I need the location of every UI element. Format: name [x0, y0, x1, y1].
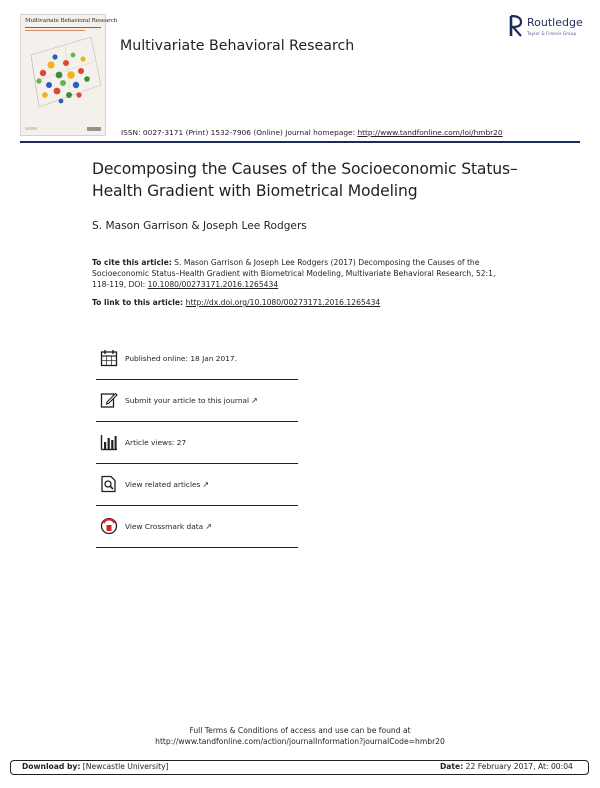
download-date-value: 22 February 2017, At: 00:04	[463, 762, 573, 771]
issn-text: ISSN: 0027-3171 (Print) 1532-7906 (Online) Journal homepage:	[121, 128, 358, 137]
article-views: Article views: 27	[125, 438, 187, 447]
related-articles-label[interactable]: View related articles	[125, 480, 201, 489]
citation-label: To cite this article:	[92, 258, 172, 267]
external-link-icon: ↗	[202, 480, 210, 489]
downloaded-by-label: Download by:	[22, 762, 81, 771]
related-articles-link[interactable]	[125, 480, 209, 489]
terms-note	[0, 725, 600, 747]
crossmark-icon	[100, 517, 118, 535]
article-doi-url[interactable]: http://dx.doi.org/10.1080/00273171.2016.1265434	[185, 298, 381, 307]
terms-line-1: Full Terms & Conditions of access and use can be found at	[189, 726, 411, 735]
terms-url[interactable]: http://www.tandfonline.com/action/journalInformation?journalCode=hmbr20	[155, 737, 445, 746]
publisher-tagline: Taylor & Francis Group	[527, 31, 577, 36]
crossmark-label[interactable]: View Crossmark data	[125, 522, 204, 531]
article-authors: S. Mason Garrison & Joseph Lee Rodgers	[92, 220, 307, 232]
journal-title: Multivariate Behavioral Research	[120, 38, 355, 54]
cover-journal-name: Multivariate Behavioral Research	[25, 18, 118, 24]
related-row[interactable]	[96, 464, 298, 506]
crossmark-row[interactable]	[96, 506, 298, 548]
published-row	[96, 338, 298, 380]
issn-line	[121, 128, 503, 137]
citation-block	[92, 257, 512, 290]
download-date-label: Date:	[440, 762, 464, 771]
download-date	[440, 762, 573, 771]
search-document-icon	[100, 475, 118, 493]
external-link-icon: ↗	[205, 522, 212, 531]
article-link-label: To link to this article:	[92, 298, 186, 307]
views-row	[96, 422, 298, 464]
published-date: Published online: 18 Jan 2017.	[125, 354, 237, 363]
submit-article-link[interactable]	[125, 396, 258, 405]
citation-text: S. Mason Garrison & Joseph Lee Rodgers (2017) Decomposing the Causes of the Socioeconomic Status–Health Gradient with Biometrical Modeling, Multivariate Behavioral Research, 52:1, 118-119, DOI:	[92, 258, 496, 289]
submit-row[interactable]	[96, 380, 298, 422]
bar-chart-icon	[100, 433, 118, 451]
journal-cover	[20, 14, 118, 136]
crossmark-link[interactable]	[125, 522, 212, 531]
calendar-icon	[100, 349, 118, 367]
header-divider	[20, 141, 580, 143]
cover-scatter-graphic	[21, 15, 107, 137]
article-link-line	[92, 298, 380, 307]
submit-article-label[interactable]: Submit your article to this journal	[125, 396, 250, 405]
downloaded-by-value: [Newcastle University]	[80, 762, 169, 771]
routledge-logo-icon	[508, 14, 524, 38]
journal-homepage-link[interactable]: http://www.tandfonline.com/loi/hmbr20	[357, 128, 503, 137]
external-link-icon: ↗	[251, 396, 258, 405]
article-title: Decomposing the Causes of the Socioeconomic Status–Health Gradient with Biometrical Modeling	[92, 160, 518, 200]
citation-doi-link[interactable]: 10.1080/00273171.2016.1265434	[147, 280, 279, 289]
downloaded-by	[22, 762, 169, 771]
publisher-name: Routledge	[527, 16, 583, 29]
edit-document-icon	[100, 391, 118, 409]
